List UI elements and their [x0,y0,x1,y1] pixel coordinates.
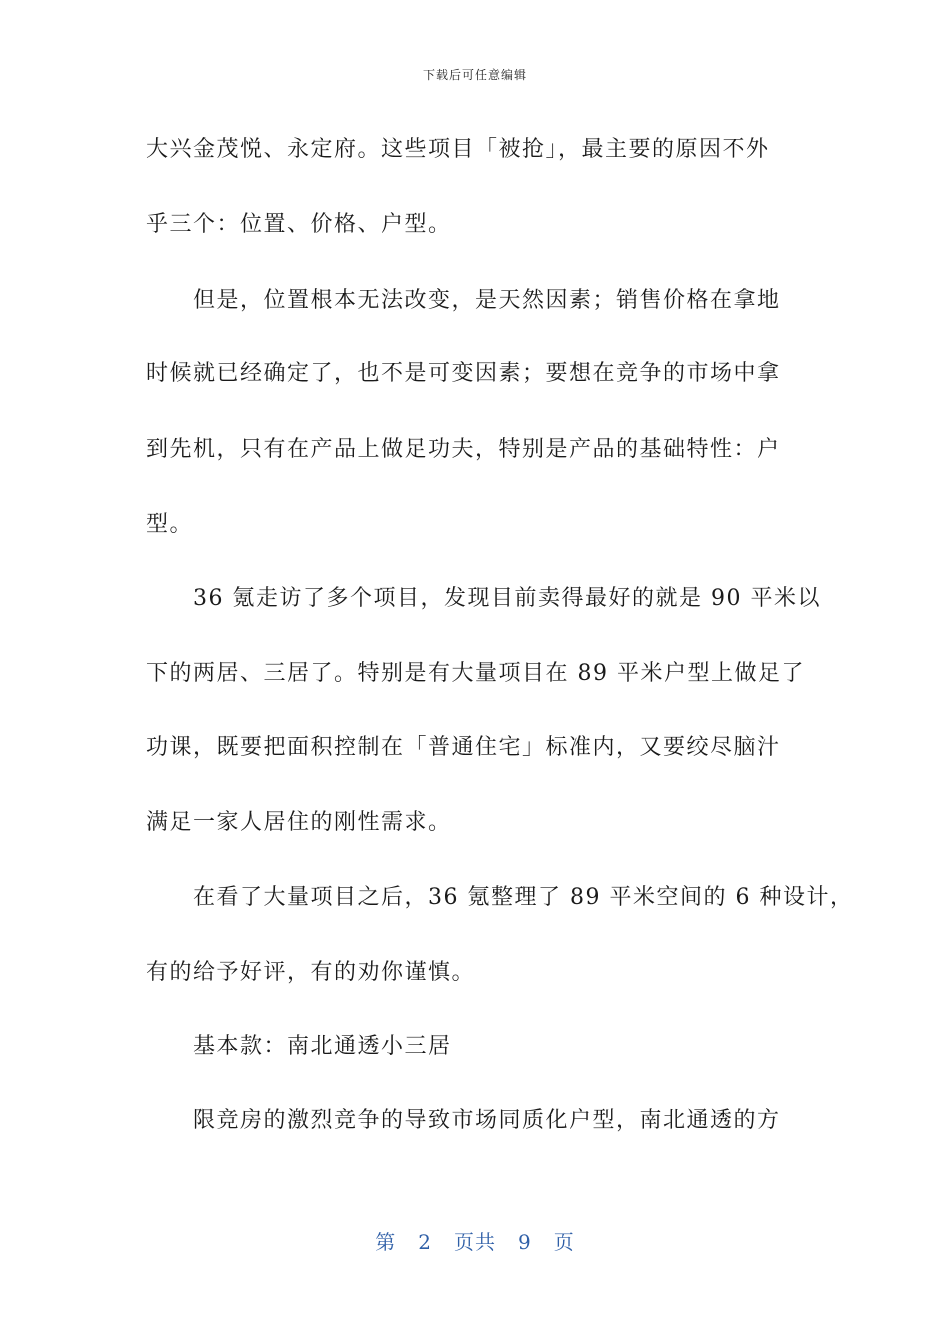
text-line-10: 满足一家人居住的刚性需求。 [146,810,452,835]
text-line-5: 到先机，只有在产品上做足功夫，特别是产品的基础特性：户 [146,437,781,462]
page-footer [0,1226,950,1255]
text-line-14: 限竞房的激烈竞争的导致市场同质化户型，南北通透的方 [146,1108,781,1133]
text-line-11: 在看了大量项目之后，36 氪整理了 89 平米空间的 6 种设计， [146,885,854,910]
footer-prefix: 第 [375,1230,397,1254]
text-line-3: 但是，位置根本无法改变，是天然因素；销售价格在拿地 [146,288,781,313]
footer-total-pages: 9 [518,1230,532,1254]
text-line-4: 时候就已经确定了，也不是可变因素；要想在竞争的市场中拿 [146,361,781,386]
text-line-1: 大兴金茂悦、永定府。这些项目「被抢」，最主要的原因不外 [146,137,770,162]
header-note: 下载后可任意编辑 [422,68,527,82]
footer-suffix: 页 [553,1230,575,1254]
text-line-12: 有的给予好评，有的劝你谨慎。 [146,960,476,985]
footer-page-number: 2 [418,1230,432,1254]
text-line-2: 乎三个：位置、价格、户型。 [146,212,452,237]
text-line-7: 36 氪走访了多个项目，发现目前卖得最好的就是 90 平米以 [146,586,821,611]
text-line-13: 基本款：南北通透小三居 [146,1034,452,1059]
footer-middle: 页共 [454,1230,496,1254]
text-line-8: 下的两居、三居了。特别是有大量项目在 89 平米户型上做足了 [146,661,805,686]
text-line-9: 功课，既要把面积控制在「普通住宅」标准内，又要绞尽脑汁 [146,735,781,760]
text-line-6: 型。 [146,512,194,537]
